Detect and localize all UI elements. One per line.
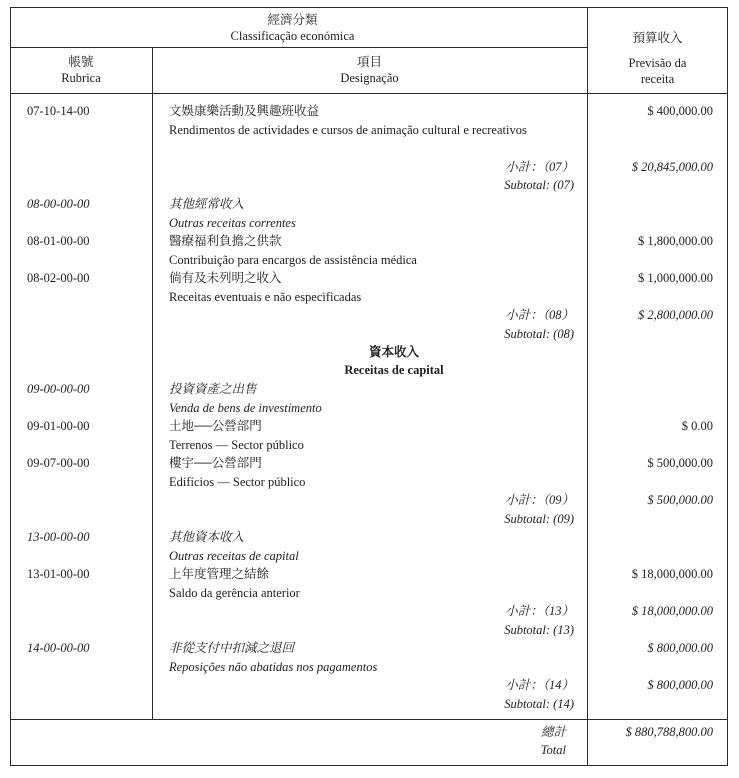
header-budget-zh: 預算收入 bbox=[632, 31, 683, 45]
subtotal-label-pt: Subtotal: (07) bbox=[504, 178, 574, 192]
designation-pt: Reposições não abatidas nos pagamentos bbox=[169, 660, 378, 674]
subtotal-label-zh: 小計：（09） bbox=[505, 493, 574, 507]
designation-zh: 樓宇──公營部門 bbox=[169, 456, 262, 470]
subtotal-label-pt: Subtotal: (09) bbox=[504, 512, 574, 526]
amount: $ 400,000.00 bbox=[647, 104, 713, 118]
total-amount: $ 880,788,800.00 bbox=[625, 725, 713, 739]
designation-pt: Terrenos — Sector público bbox=[169, 438, 304, 452]
header-bottom bbox=[10, 93, 728, 94]
subtotal-amount: $ 800,000.00 bbox=[647, 678, 713, 692]
rubrica-code: 08-02-00-00 bbox=[27, 271, 90, 285]
rubrica-code: 14-00-00-00 bbox=[27, 641, 90, 655]
amount: $ 18,000,000.00 bbox=[631, 567, 713, 581]
amount: $ 1,000,000.00 bbox=[638, 271, 713, 285]
designation-pt: Venda de bens de investimento bbox=[169, 401, 322, 415]
subtotal-label-pt: Subtotal: (08) bbox=[504, 327, 574, 341]
amount: $ 1,800,000.00 bbox=[638, 234, 713, 248]
header-code-pt: Rubrica bbox=[61, 71, 101, 85]
rubrica-code: 13-01-00-00 bbox=[27, 567, 90, 581]
designation-zh: 投資資產之出售 bbox=[169, 382, 257, 396]
designation-zh: 其他資本收入 bbox=[169, 530, 245, 544]
subtotal-label-zh: 小計：（13） bbox=[505, 604, 574, 618]
designation-zh: 其他經常收入 bbox=[169, 197, 245, 211]
section-heading-pt: Receitas de capital bbox=[344, 363, 444, 377]
total-label-zh: 總計 bbox=[540, 725, 566, 739]
designation-pt: Saldo da gerência anterior bbox=[169, 586, 300, 600]
designation-pt: Edifícios — Sector público bbox=[169, 475, 306, 489]
designation-pt: Receitas eventuais e não especificadas bbox=[169, 290, 362, 304]
rubrica-code: 09-01-00-00 bbox=[27, 419, 90, 433]
header-designation-pt: Designação bbox=[340, 71, 399, 85]
designation-zh: 文娛康樂活動及興趣班收益 bbox=[169, 104, 320, 118]
total-divider bbox=[10, 719, 728, 720]
header-code-zh: 帳號 bbox=[68, 55, 94, 69]
rubrica-code: 08-01-00-00 bbox=[27, 234, 90, 248]
header-budget-pt-line1: Previsão da bbox=[628, 56, 687, 70]
amount: $ 800,000.00 bbox=[647, 641, 713, 655]
designation-zh: 上年度管理之結餘 bbox=[169, 567, 270, 581]
amount: $ 500,000.00 bbox=[647, 456, 713, 470]
designation-zh: 倘有及未列明之收入 bbox=[169, 271, 282, 285]
subtotal-amount: $ 2,800,000.00 bbox=[638, 308, 713, 322]
subtotal-label-zh: 小計：（08） bbox=[505, 308, 574, 322]
rubrica-code: 09-00-00-00 bbox=[27, 382, 90, 396]
rubrica-code: 08-00-00-00 bbox=[27, 197, 90, 211]
designation-pt: Contribuição para encargos de assistência médica bbox=[169, 253, 417, 267]
header-designation-zh: 項目 bbox=[356, 55, 382, 69]
designation-zh: 醫療福利負擔之供款 bbox=[169, 234, 282, 248]
header-budget-pt-line2: receita bbox=[640, 72, 675, 86]
designation-pt: Outras receitas correntes bbox=[169, 216, 296, 230]
amount: $ 0.00 bbox=[681, 419, 713, 433]
subtotal-amount: $ 18,000,000.00 bbox=[631, 604, 713, 618]
designation-pt: Outras receitas de capital bbox=[169, 549, 299, 563]
rubrica-code: 13-00-00-00 bbox=[27, 530, 90, 544]
designation-zh: 非從支付中扣減之退回 bbox=[169, 641, 295, 655]
subtotal-amount: $ 500,000.00 bbox=[647, 493, 713, 507]
column-divider bbox=[587, 7, 588, 766]
subtotal-label-pt: Subtotal: (14) bbox=[504, 697, 574, 711]
section-heading-zh: 資本收入 bbox=[368, 345, 419, 359]
rubrica-code: 09-07-00-00 bbox=[27, 456, 90, 470]
subtotal-label-zh: 小計：（14） bbox=[505, 678, 574, 692]
subtotal-label-pt: Subtotal: (13) bbox=[504, 623, 574, 637]
subtotal-label-zh: 小計：（07） bbox=[505, 160, 574, 174]
designation-zh: 土地──公營部門 bbox=[169, 419, 262, 433]
rubrica-code: 07-10-14-00 bbox=[27, 104, 90, 118]
subtotal-amount: $ 20,845,000.00 bbox=[631, 160, 713, 174]
total-label-pt: Total bbox=[540, 743, 566, 757]
header-group-pt: Classificação económica bbox=[230, 29, 355, 43]
designation-pt: Rendimentos de actividades e cursos de animação cultural e recreativos bbox=[169, 123, 527, 137]
header-group-zh: 經濟分類 bbox=[267, 13, 318, 27]
column-divider bbox=[152, 47, 153, 719]
header-divider bbox=[10, 47, 587, 48]
budget-table bbox=[10, 7, 728, 766]
